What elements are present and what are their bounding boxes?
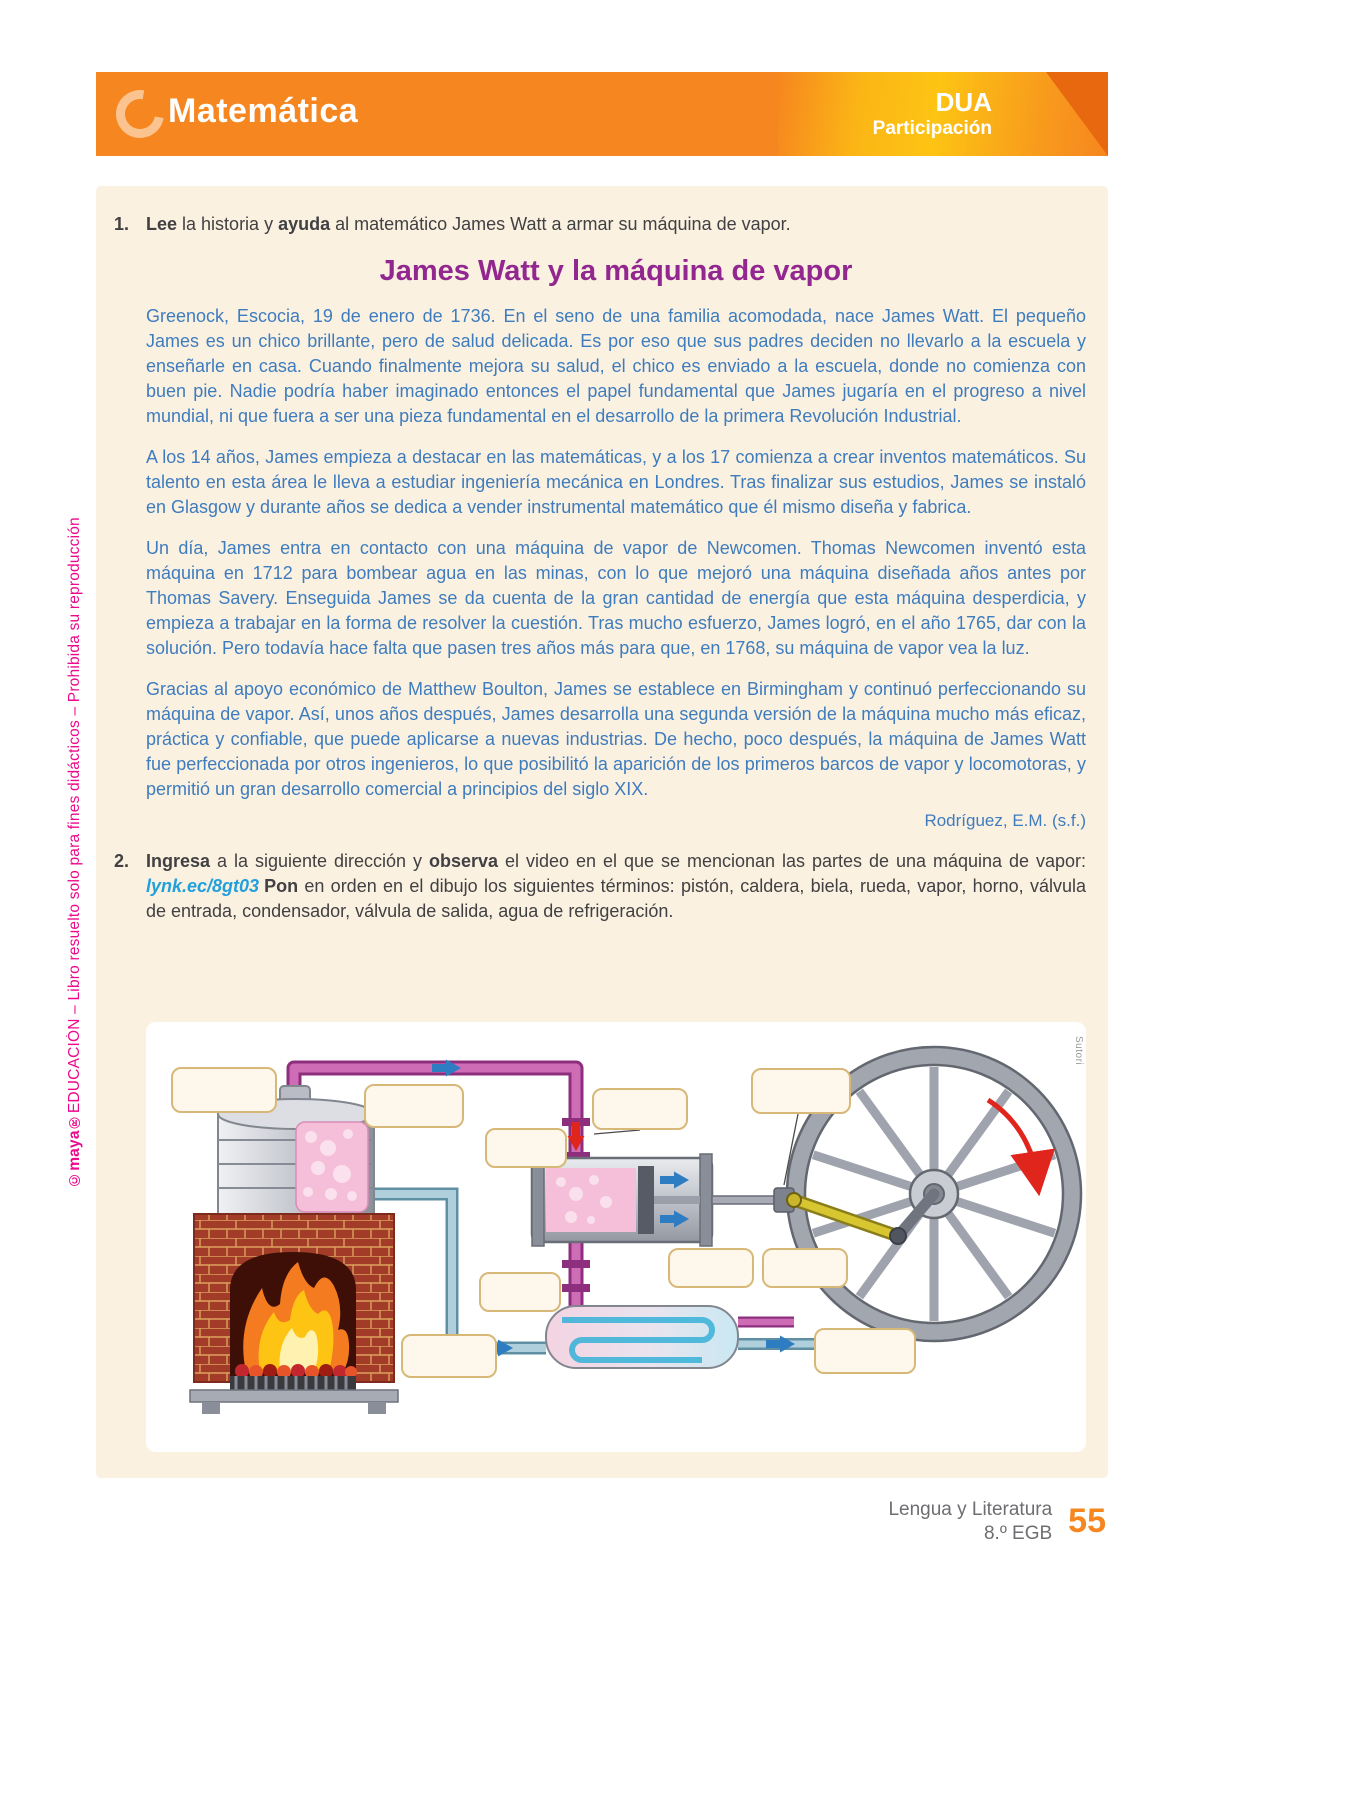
dua-badge-title: DUA bbox=[935, 87, 992, 118]
answer-box-7[interactable] bbox=[762, 1248, 848, 1288]
activity-2-verb-pon: Pon bbox=[264, 876, 299, 896]
outlet-valve-flange bbox=[562, 1284, 590, 1292]
reading-paragraph-2: A los 14 años, James empieza a destacar en las matemáticas, y a los 17 comienza a crear inventos matemáticos. Su talento en esta área le lleva a estudiar ingeniería mecánica en Londres. Tras finalizar sus estudios, James se instaló en Glasgow y durante años se dedica a vender instrumental matemático que él mismo diseña y fabrica. bbox=[146, 447, 1086, 517]
page-number: 55 bbox=[1068, 1502, 1106, 1541]
footer-grade: 8.º EGB bbox=[983, 1522, 1053, 1544]
reading-paragraph-1: Greenock, Escocia, 19 de enero de 1736. En el seno de una familia acomodada, nace James Watt. El pequeño James es un chico brillante, pero de salud delicada. Es por eso que sus padres deciden no llevarlo a la escuela y enseñarle en casa. Cuando finalmente mejora su salud, el chico es enviado a la escuela, donde no comienza con buen pie. Nadie podría haber imaginado entonces el papel fundamental que James jugaría en el progreso a nivel mundial, ni que fuera a ser una pieza fundamental en el desarrollo de la primera Revolución Industrial. bbox=[146, 306, 1086, 426]
publisher-brand: ©maya® bbox=[66, 1113, 83, 1188]
activity-2-verb-ingresa: Ingresa bbox=[146, 851, 211, 871]
answer-box-5[interactable] bbox=[485, 1128, 567, 1168]
activity-1-verb-lee: Lee bbox=[146, 214, 178, 234]
activity-1-text-1: la historia y bbox=[177, 214, 279, 234]
activity-2-text-3: en orden en el dibujo los siguientes términos: pistón, caldera, biela, rueda, vapor, horno, válvula de entrada, condensador, válvula de salida, agua de refrigeración. bbox=[146, 876, 1086, 921]
reading-paragraph-3: Un día, James entra en contacto con una máquina de vapor de Newcomen. Thomas Newcomen inventó esta máquina en 1712 para bombear agua en las minas, con lo que mejoró una máquina diseñada años antes por Thomas Savery. Enseguida James se da cuenta de la gran cantidad de energía que esta máquina desperdicia, y empieza a trabajar en la forma de resolver la cuestión. Tras mucho esfuerzo, James logró, en el año 1765, dar con la solución. Pero todavía hace falta que pasen tres años más para que, en 1768, su máquina de vapor vea la luz. bbox=[146, 538, 1086, 658]
outlet-valve-flange bbox=[562, 1260, 590, 1268]
activity-2-text bbox=[146, 849, 1086, 924]
video-link[interactable]: lynk.ec/8gt03 bbox=[146, 876, 260, 896]
answer-box-1[interactable] bbox=[171, 1067, 277, 1113]
activity-1-number: 1. bbox=[114, 214, 130, 234]
page-footer bbox=[888, 1498, 1106, 1546]
content-panel bbox=[96, 186, 1108, 1478]
activity-1-text bbox=[146, 212, 1086, 237]
piston-cylinder-illustration bbox=[532, 1154, 794, 1246]
activity-2 bbox=[114, 849, 1086, 924]
reading-attribution: Rodríguez, E.M. (s.f.) bbox=[924, 811, 1086, 830]
answer-box-6[interactable] bbox=[668, 1248, 754, 1288]
activity-1-text-2: al matemático James Watt a armar su máquina de vapor. bbox=[330, 214, 791, 234]
piston-rod bbox=[712, 1196, 774, 1204]
furnace-illustration bbox=[190, 1214, 398, 1414]
piston-head bbox=[638, 1166, 654, 1234]
answer-box-4[interactable] bbox=[751, 1068, 851, 1114]
activity-2-verb-observa: observa bbox=[428, 851, 499, 871]
crank-pin bbox=[890, 1228, 906, 1244]
activity-1 bbox=[114, 212, 1086, 237]
subject-title: Matemática bbox=[168, 92, 359, 130]
copyright-notice: EDUCACIÓN – Libro resuelto solo para fines didácticos – Prohibida su reproducción bbox=[66, 517, 83, 1114]
activity-1-verb-ayuda: ayuda bbox=[278, 214, 331, 234]
answer-box-2[interactable] bbox=[364, 1084, 464, 1128]
image-credit: Sutori bbox=[1073, 1036, 1084, 1066]
activity-2-number: 2. bbox=[114, 851, 130, 871]
header-band bbox=[96, 72, 1108, 156]
answer-box-9[interactable] bbox=[401, 1334, 497, 1378]
dua-badge-subtitle: Participación bbox=[872, 117, 992, 139]
reading-title: James Watt y la máquina de vapor bbox=[379, 255, 853, 287]
steam-engine-diagram bbox=[146, 1022, 1086, 1452]
footer-course: Lengua y Literatura bbox=[888, 1499, 1053, 1520]
reading-paragraph-4: Gracias al apoyo económico de Matthew Boulton, James se establece en Birmingham y continuó perfeccionando su máquina de vapor. Así, unos años después, James desarrolla una segunda versión de la máquina mucho más eficaz, práctica y confiable, que puede aplicarse a nuevas industrias. De hecho, poco después, la máquina de James Watt fue perfeccionada por otros ingenieros, lo que posibilitó la aparición de los primeros barcos de vapor y locomotoras, y permitió un gran desarrollo comercial a principios del siglo XIX. bbox=[146, 679, 1086, 799]
answer-box-8[interactable] bbox=[479, 1272, 561, 1312]
answer-box-3[interactable] bbox=[592, 1088, 688, 1130]
brand-logo-icon bbox=[107, 81, 174, 148]
activity-2-text-1: a la siguiente dirección y bbox=[210, 851, 429, 871]
steam-engine-diagram-card bbox=[146, 1022, 1086, 1452]
activity-2-text-2: el video en el que se mencionan las partes de una máquina de vapor: bbox=[498, 851, 1086, 871]
copyright-sidebar bbox=[66, 408, 84, 1188]
exhaust-pipe bbox=[562, 1236, 590, 1310]
answer-box-10[interactable] bbox=[814, 1328, 916, 1374]
condenser-illustration bbox=[546, 1306, 814, 1368]
